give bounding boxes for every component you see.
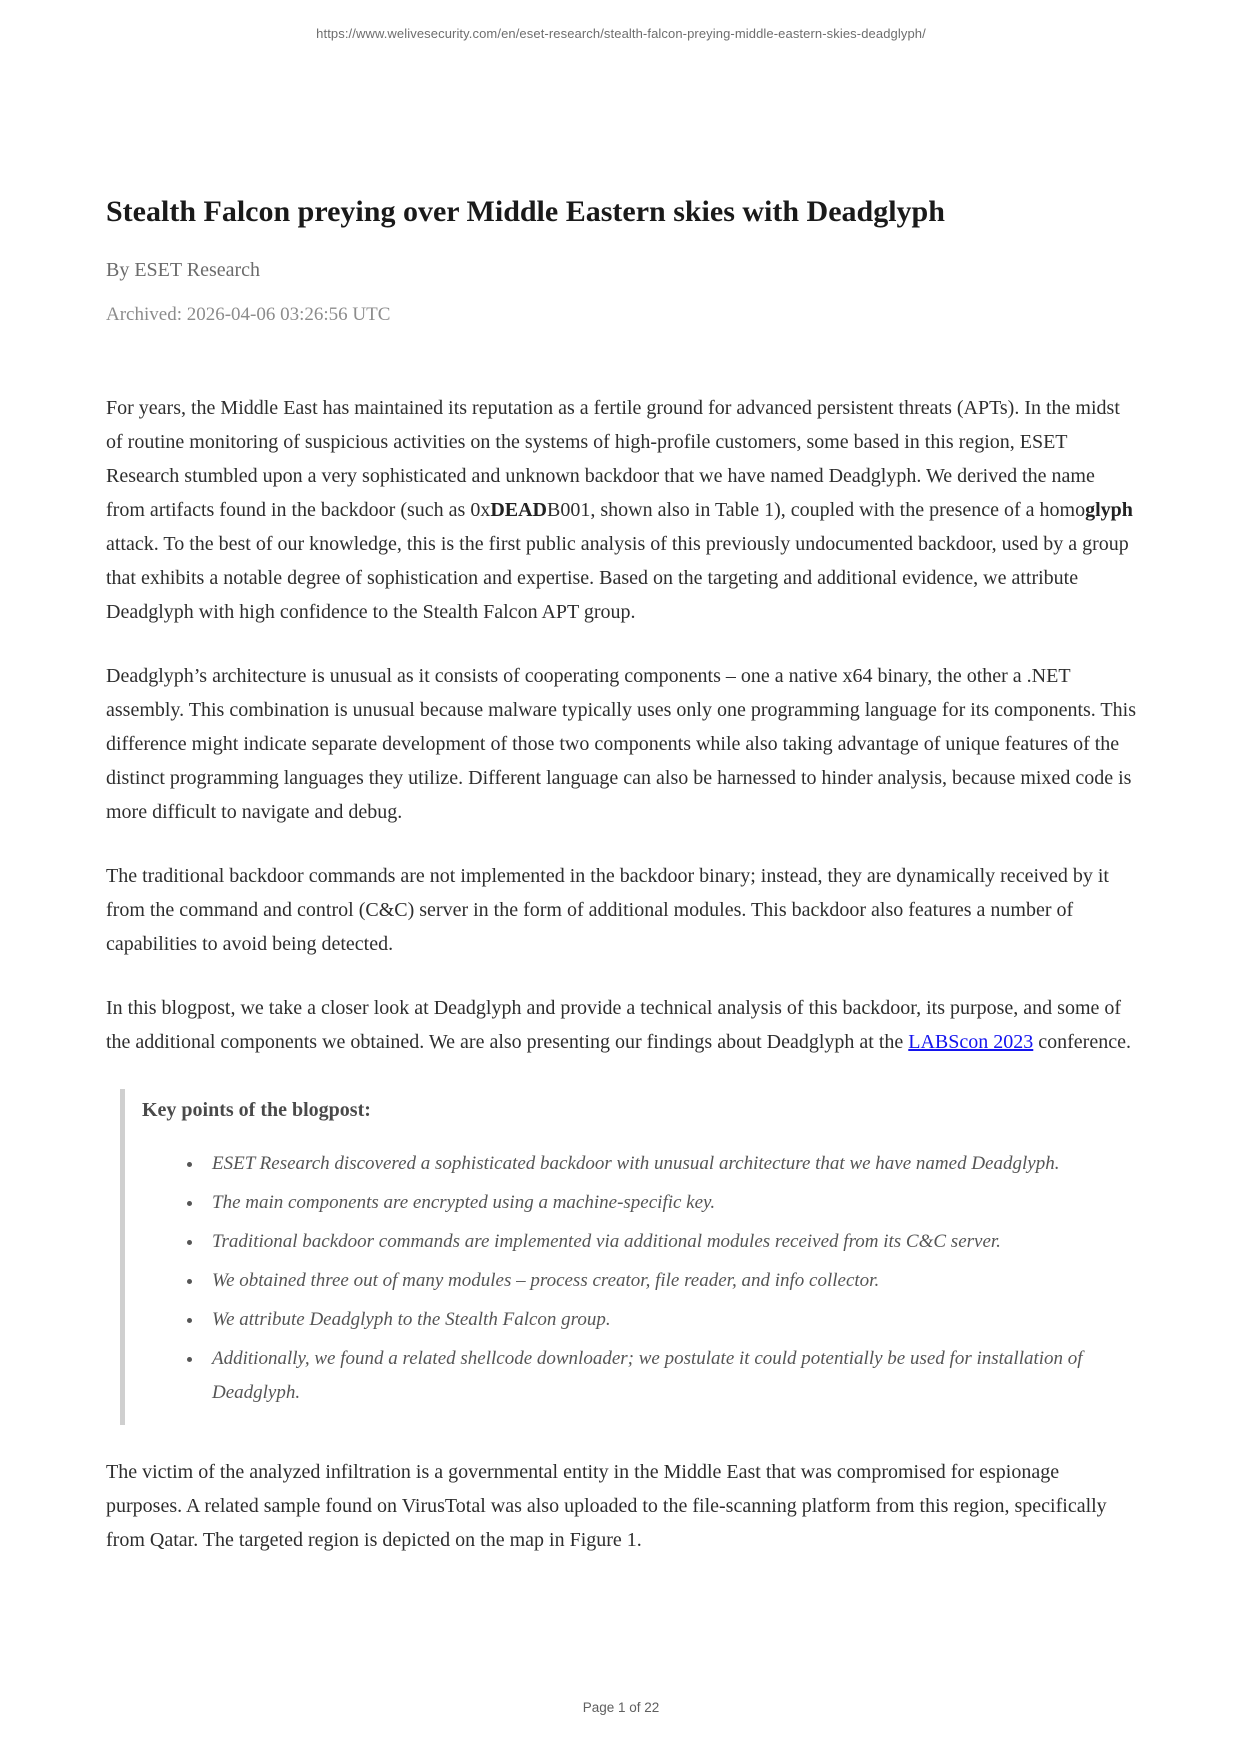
page-footer [0,1700,1242,1715]
text-run: The victim of the analyzed infiltration is a governmental entity in the Middle East that was compromised for espionage purposes. A related sample found on VirusTotal was also uploaded to the file-scanning platform from this region, specifically from Qatar. The targeted region is depicted on the map in Figure 1. [106,1461,1107,1551]
byline: By ESET Research [106,259,261,281]
archived-timestamp: Archived: 2026-04-06 03:26:56 UTC [106,304,391,325]
paragraph [106,991,1136,1059]
bold-text: glyph [1085,499,1133,521]
text-run: The traditional backdoor commands are not implemented in the backdoor binary; instead, they are dynamically received by it from the command and control (C&C) server in the form of additional modules. This backdoor also features a number of capabilities to avoid being detected. [106,865,1109,955]
source-url: https://www.welivesecurity.com/en/eset-research/stealth-falcon-preying-middle-eastern-skies-deadglyph/ [316,26,926,41]
text-run: Deadglyph’s architecture is unusual as it consists of cooperating components – one a native x64 binary, the other a .NET assembly. This combination is unusual because malware typically uses only one programming language for its components. This difference might indicate separate development of those two components while also taking advantage of unique features of the distinct programming languages they utilize. Different language can also be harnessed to hinder analysis, because mixed code is more difficult to navigate and debug. [106,665,1136,823]
key-point-item: • We obtained three out of many modules – process creator, file reader, and info collector. [204,1264,1136,1298]
article [106,191,1136,1557]
key-points-heading: Key points of the blogpost: [142,1099,371,1121]
inline-link[interactable]: LABScon 2023 [908,1031,1034,1053]
text-run: B001, shown also in Table 1), coupled with the presence of a homo [547,499,1086,521]
key-points-block [120,1089,1136,1425]
page-number: Page 1 of 22 [582,1700,660,1715]
paragraph [106,859,1136,961]
key-point-item: • Traditional backdoor commands are implemented via additional modules received from its C&C server. [204,1225,1136,1259]
text-run: For years, the Middle East has maintained its reputation as a fertile ground for advanced persistent threats (APTs). In the midst of routine monitoring of suspicious activities on the systems of high-profile customers, some based in this region, ESET Research stumbled upon a very sophisticated and unknown backdoor that we have named Deadglyph. We derived the name from artifacts found in the backdoor (such as 0x [106,397,1120,521]
key-point-item: • Additionally, we found a related shellcode downloader; we postulate it could potentially be used for installation of Deadglyph. [204,1342,1136,1410]
text-run: In this blogpost, we take a closer look at Deadglyph and provide a technical analysis of this backdoor, its purpose, and some of the additional components we obtained. We are also presenting our findings about Deadglyph at the [106,997,1122,1053]
paragraph [106,1455,1136,1557]
article-closing [106,1455,1136,1557]
paragraph [106,659,1136,829]
paragraph [106,391,1136,629]
page-header [0,0,1242,41]
article-body [106,391,1136,1059]
text-run: conference. [1033,1031,1131,1053]
key-point-item: • ESET Research discovered a sophisticated backdoor with unusual architecture that we have named Deadglyph. [204,1147,1136,1181]
text-run: attack. To the best of our knowledge, this is the first public analysis of this previously undocumented backdoor, used by a group that exhibits a notable degree of sophistication and expertise. Based on the targeting and additional evidence, we attribute Deadglyph with high confidence to the Stealth Falcon APT group. [106,533,1129,623]
bold-text: DEAD [490,499,547,521]
key-points-list [142,1147,1136,1410]
key-point-item: • We attribute Deadglyph to the Stealth Falcon group. [204,1303,1136,1337]
article-title: Stealth Falcon preying over Middle Eastern skies with Deadglyph [106,195,945,228]
key-point-item: • The main components are encrypted using a machine-specific key. [204,1186,1136,1220]
